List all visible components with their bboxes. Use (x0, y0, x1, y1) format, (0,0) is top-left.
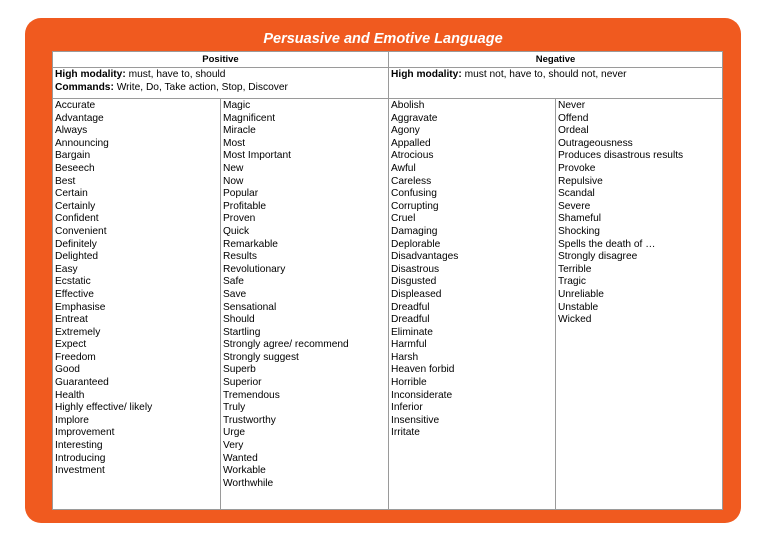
word-item: Disadvantages (391, 251, 459, 263)
word-item: Urge (223, 427, 246, 439)
word-item: Interesting (55, 440, 103, 452)
commands-label: Commands: (55, 81, 114, 93)
word-item: Unreliable (558, 288, 604, 300)
word-item: Abolish (391, 100, 425, 111)
word-item: Produces disastrous results (558, 150, 684, 162)
word-item: Confusing (391, 188, 437, 200)
word-item: Improvement (55, 427, 115, 439)
word-item: New (223, 162, 244, 174)
word-item: Implore (55, 414, 89, 426)
word-item: Convenient (55, 225, 107, 237)
word-item: Outrageousness (558, 137, 633, 149)
word-item: Offend (558, 112, 589, 124)
word-item: Strongly suggest (223, 351, 299, 363)
word-item: Quick (223, 225, 250, 237)
word-item: Superb (223, 364, 256, 376)
positive-words-column-1 (53, 99, 221, 510)
word-item: Cruel (391, 213, 416, 225)
high-modality-text: must, have to, should (125, 69, 226, 80)
word-item: Displeased (391, 288, 442, 300)
word-item: Wicked (558, 314, 592, 326)
word-item: Investment (55, 465, 105, 477)
word-item: Shameful (558, 213, 602, 225)
word-item: Worthwhile (223, 477, 274, 489)
word-item: Beseech (55, 162, 95, 174)
word-item: Heaven forbid (391, 364, 455, 376)
word-item: Irritate (391, 427, 420, 439)
word-item: Accurate (55, 100, 96, 111)
word-item: Extremely (55, 326, 101, 338)
word-item: Introducing (55, 452, 106, 464)
word-item: Truly (223, 402, 246, 414)
word-item: Strongly disagree (558, 251, 638, 263)
word-item: Should (223, 314, 255, 326)
word-item: Deplorable (391, 238, 441, 250)
word-item: Confident (55, 213, 99, 225)
word-item: Most Important (223, 150, 291, 162)
word-item: Bargain (55, 150, 91, 162)
word-item: Remarkable (223, 238, 278, 250)
word-lists-row (53, 99, 723, 510)
negative-modality-cell (389, 68, 723, 99)
word-item: Eliminate (391, 326, 433, 338)
word-item: Atrocious (391, 150, 434, 162)
word-list (391, 99, 553, 440)
word-item: Inferior (391, 402, 423, 414)
word-item: Strongly agree/ recommend (223, 339, 349, 351)
word-item: Most (223, 137, 246, 149)
word-item: Damaging (391, 225, 438, 237)
word-item: Revolutionary (223, 263, 286, 275)
word-item: Good (55, 364, 80, 376)
word-item: Aggravate (391, 112, 438, 124)
word-item: Scandal (558, 188, 595, 200)
word-item: Profitable (223, 200, 267, 212)
modality-row (53, 68, 723, 99)
word-item: Popular (223, 188, 259, 200)
positive-words-column-2 (221, 99, 389, 510)
positive-header: Positive (53, 52, 389, 68)
word-item: Horrible (391, 377, 427, 389)
word-item: Spells the death of … (558, 238, 656, 250)
word-item: Tremendous (223, 389, 280, 401)
word-item: Never (558, 100, 586, 111)
word-item: Magnificent (223, 112, 276, 124)
word-item: Health (55, 389, 85, 401)
word-list (223, 99, 386, 490)
negative-words-column-2 (556, 99, 723, 510)
word-item: Inconsiderate (391, 389, 453, 401)
word-item: Provoke (558, 162, 596, 174)
word-item: Shocking (558, 225, 600, 237)
word-item: Highly effective/ likely (55, 402, 153, 414)
word-item: Definitely (55, 238, 97, 250)
negative-header: Negative (389, 52, 723, 68)
word-item: Effective (55, 288, 94, 300)
commands-text: Write, Do, Take action, Stop, Discover (113, 81, 288, 93)
word-item: Emphasise (55, 301, 106, 313)
word-item: Corrupting (391, 200, 439, 212)
word-item: Appalled (391, 137, 431, 149)
word-item: Expect (55, 339, 87, 351)
word-item: Disgusted (391, 276, 437, 288)
word-item: Insensitive (391, 414, 440, 426)
word-item: Delighted (55, 251, 99, 263)
high-modality-text: must not, have to, should not, never (461, 69, 627, 80)
word-item: Magic (223, 100, 251, 111)
word-item: Safe (223, 276, 244, 288)
word-item: Dreadful (391, 301, 430, 313)
word-list (558, 99, 720, 327)
word-item: Sensational (223, 301, 277, 313)
language-table (52, 51, 723, 510)
word-item: Disastrous (391, 263, 440, 275)
word-item: Proven (223, 213, 256, 225)
word-item: Always (55, 125, 88, 137)
word-item: Awful (391, 162, 416, 174)
word-item: Ecstatic (55, 276, 91, 288)
word-item: Very (223, 440, 244, 452)
high-modality-label: High modality: (55, 69, 126, 80)
negative-words-column-1 (389, 99, 556, 510)
high-modality-label: High modality: (391, 69, 462, 80)
word-item: Ordeal (558, 125, 589, 137)
word-item: Guaranteed (55, 377, 109, 389)
word-item: Trustworthy (223, 414, 276, 426)
word-item: Results (223, 251, 257, 263)
word-item: Superior (223, 377, 262, 389)
word-item: Certainly (55, 200, 96, 212)
header-row (53, 52, 723, 68)
page-title: Persuasive and Emotive Language (263, 31, 503, 47)
word-item: Dreadful (391, 314, 430, 326)
word-item: Harsh (391, 351, 419, 363)
word-item: Agony (391, 125, 420, 137)
word-item: Wanted (223, 452, 258, 464)
word-item: Easy (55, 263, 78, 275)
word-item: Best (55, 175, 76, 187)
word-item: Miracle (223, 125, 256, 137)
word-item: Freedom (55, 351, 96, 363)
word-list (55, 99, 218, 478)
word-item: Careless (391, 175, 432, 187)
word-item: Unstable (558, 301, 599, 313)
word-item: Severe (558, 200, 591, 212)
word-item: Workable (223, 465, 266, 477)
word-item: Now (223, 175, 244, 187)
word-item: Terrible (558, 263, 592, 275)
word-item: Harmful (391, 339, 427, 351)
word-item: Repulsive (558, 175, 603, 187)
word-item: Tragic (558, 276, 586, 288)
word-item: Announcing (55, 137, 109, 149)
word-item: Certain (55, 188, 88, 200)
word-item: Entreat (55, 314, 88, 326)
word-item: Save (223, 288, 247, 300)
word-item: Startling (223, 326, 261, 338)
word-item: Advantage (55, 112, 104, 124)
positive-modality-cell (53, 68, 389, 99)
